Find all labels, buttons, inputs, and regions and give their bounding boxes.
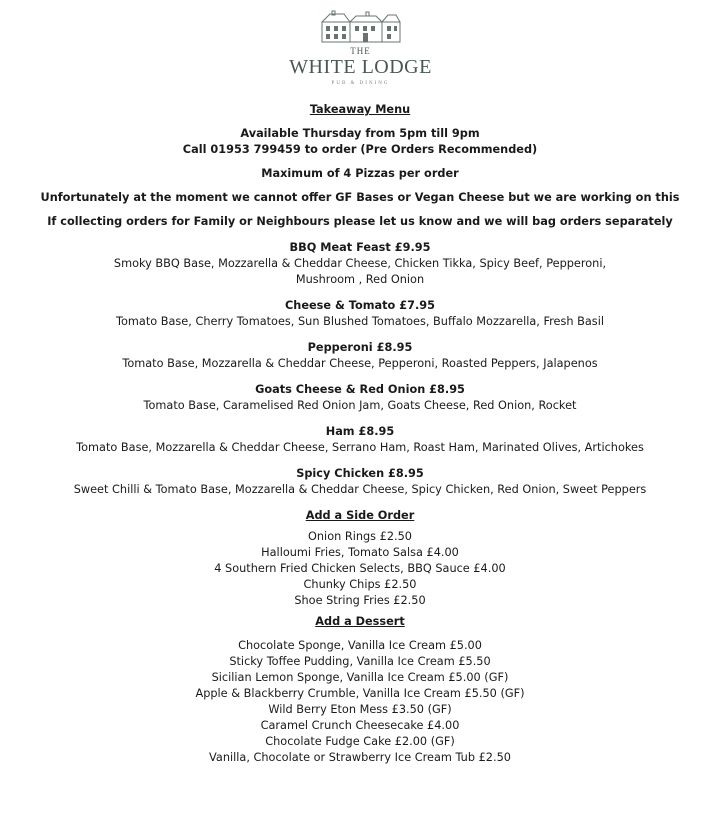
pizza-item	[0, 298, 720, 330]
availability-text: Available Thursday from 5pm till 9pm	[240, 127, 480, 140]
pizza-description: Sweet Chilli & Tomato Base, Mozzarella & Cheddar Cheese, Spicy Chicken, Red Onion, Sweet Peppers	[73, 483, 647, 496]
pizza-title: Ham £8.95	[325, 425, 395, 438]
pizza-item	[0, 424, 720, 456]
logo-subtitle: PUB & DINING	[331, 81, 390, 86]
pizza-item	[0, 466, 720, 498]
desserts-section	[0, 614, 720, 766]
menu-content	[0, 102, 720, 766]
call-to-order-text: Call 01953 799459 to order (Pre Orders Recommended)	[182, 143, 538, 156]
list-item: Chocolate Sponge, Vanilla Ice Cream £5.00	[238, 639, 482, 652]
list-item: Chunky Chips £2.50	[303, 578, 417, 591]
pizza-title: BBQ Meat Feast £9.95	[289, 241, 431, 254]
list-item: Halloumi Fries, Tomato Salsa £4.00	[261, 546, 459, 559]
list-item: Apple & Blackberry Crumble, Vanilla Ice Cream £5.50 (GF)	[195, 687, 525, 700]
pizza-description: Mushroom , Red Onion	[295, 273, 425, 286]
pizza-title: Spicy Chicken £8.95	[296, 467, 424, 480]
logo-name: WHITE LODGE	[289, 56, 432, 78]
collect-note: If collecting orders for Family or Neighbours please let us know and we will bag orders separately	[47, 215, 673, 228]
menu-title: Takeaway Menu	[309, 103, 411, 116]
list-item: Sicilian Lemon Sponge, Vanilla Ice Cream £5.00 (GF)	[211, 671, 509, 684]
list-item: Sticky Toffee Pudding, Vanilla Ice Cream £5.50	[229, 655, 491, 668]
logo	[288, 10, 433, 88]
list-item: Caramel Crunch Cheesecake £4.00	[260, 719, 460, 732]
pizza-limit-text: Maximum of 4 Pizzas per order	[261, 167, 459, 180]
sides-section	[0, 508, 720, 609]
list-item: Wild Berry Eton Mess £3.50 (GF)	[268, 703, 452, 716]
logo-the: THE	[350, 46, 371, 56]
desserts-title: Add a Dessert	[315, 615, 405, 628]
pizza-item	[0, 240, 720, 288]
pizza-title: Cheese & Tomato £7.95	[285, 299, 435, 312]
pizza-description: Tomato Base, Cherry Tomatoes, Sun Blushed Tomatoes, Buffalo Mozzarella, Fresh Basil	[116, 315, 604, 328]
list-item: 4 Southern Fried Chicken Selects, BBQ Sauce £4.00	[214, 562, 506, 575]
pizza-description: Smoky BBQ Base, Mozzarella & Cheddar Cheese, Chicken Tikka, Spicy Beef, Pepperoni,	[113, 257, 607, 270]
lodge-building-icon	[320, 10, 402, 44]
pizza-item	[0, 382, 720, 414]
pizza-title: Pepperoni £8.95	[307, 341, 413, 354]
list-item: Vanilla, Chocolate or Strawberry Ice Cream Tub £2.50	[209, 751, 511, 764]
pizza-description: Tomato Base, Mozzarella & Cheddar Cheese, Pepperoni, Roasted Peppers, Jalapenos	[122, 357, 598, 370]
pizza-description: Tomato Base, Mozzarella & Cheddar Cheese, Serrano Ham, Roast Ham, Marinated Olives, Artichokes	[76, 441, 644, 454]
list-item: Shoe String Fries £2.50	[294, 594, 426, 607]
pizza-description: Tomato Base, Caramelised Red Onion Jam, Goats Cheese, Red Onion, Rocket	[143, 399, 577, 412]
sides-title: Add a Side Order	[305, 509, 415, 522]
pizza-item	[0, 340, 720, 372]
gf-note: Unfortunately at the moment we cannot offer GF Bases or Vegan Cheese but we are working on this	[40, 191, 680, 204]
list-item: Onion Rings £2.50	[308, 530, 412, 543]
list-item: Chocolate Fudge Cake £2.00 (GF)	[265, 735, 455, 748]
pizza-title: Goats Cheese & Red Onion £8.95	[255, 383, 465, 396]
